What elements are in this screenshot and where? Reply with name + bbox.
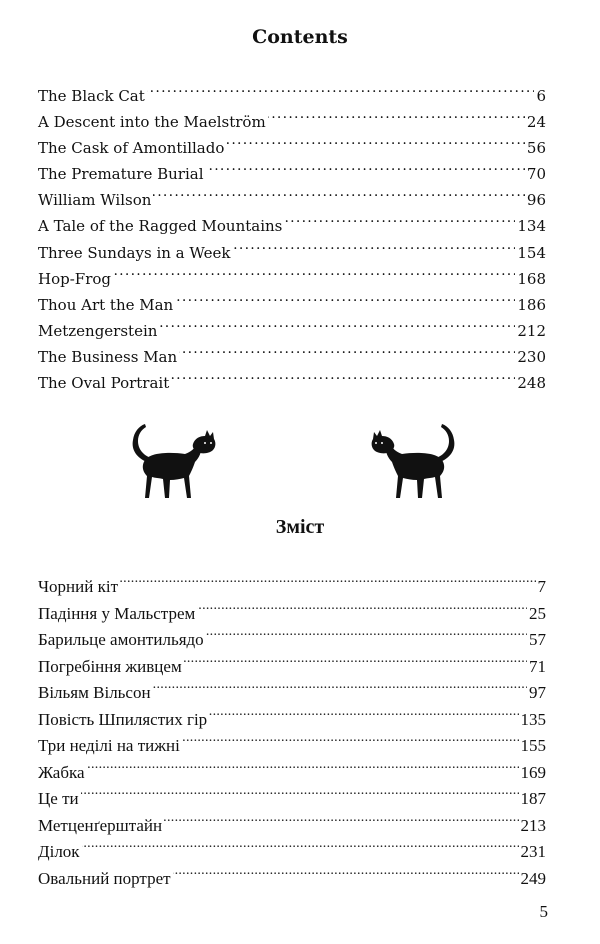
toc-entry[interactable] [38,733,546,760]
toc-page: 155 [520,736,546,755]
toc-page: 186 [517,295,546,314]
toc-entry[interactable] [38,839,546,866]
dot-leader [197,602,527,619]
toc-title: A Tale of the Ragged Mountains [38,217,283,236]
toc-title: Повість Шпилястих гір [38,709,208,729]
toc-entry[interactable] [38,266,546,292]
toc-title: The Black Cat [38,87,145,105]
dot-leader [171,373,515,388]
toc-page: 168 [517,269,546,288]
toc-title: Три неділі на тижні [38,736,180,755]
toc-entry[interactable] [38,760,546,787]
dot-leader [87,761,519,778]
dot-leader [159,321,515,336]
toc-entry[interactable] [38,813,546,840]
dot-leader [232,243,515,258]
toc-title: Це ти [38,789,79,808]
toc-entry[interactable] [38,680,546,707]
toc-title: The Business Man [38,347,178,366]
toc-page: 56 [526,139,546,158]
toc-page: 187 [520,789,546,808]
english-contents-list [38,83,546,396]
toc-page: 230 [517,347,546,366]
dot-leader [179,347,515,362]
toc-title: Овальний портрет [38,868,171,888]
dot-leader [113,269,515,284]
dot-leader [209,708,518,725]
toc-entry[interactable] [38,135,546,161]
toc-entry[interactable] [38,318,546,344]
dot-leader [81,787,519,804]
toc-entry[interactable] [38,866,546,893]
toc-entry[interactable] [38,292,546,318]
toc-page: 231 [520,842,546,861]
toc-title: William Wilson [38,191,152,210]
toc-entry[interactable] [38,83,546,109]
toc-page: 70 [526,165,546,184]
toc-entry[interactable] [38,240,546,266]
black-cat-icon [370,422,462,500]
toc-title: Жабка [38,762,85,782]
toc-title: Three Sundays in a Week [38,243,231,262]
toc-title: Падіння у Мальстрем [38,603,196,623]
ukrainian-contents-list [38,574,546,892]
toc-page: 71 [529,656,546,676]
dot-leader [226,138,525,153]
toc-page: 97 [529,683,546,702]
dot-leader [153,190,524,205]
toc-entry[interactable] [38,654,546,681]
toc-title: The Premature Burial [38,165,204,184]
toc-page: 249 [520,868,546,888]
toc-title: Барильце амонтильядо [38,630,204,649]
toc-title: Ділок [38,842,80,861]
dot-leader [82,840,519,857]
toc-page: 135 [520,709,546,729]
toc-title: Thou Art the Man [38,295,174,314]
toc-entry[interactable] [38,707,546,734]
toc-page: 154 [517,243,546,262]
dot-leader [206,628,527,645]
black-cat-icon [125,422,217,500]
toc-page: 6 [536,87,546,105]
dot-leader [184,655,527,672]
toc-entry[interactable] [38,213,546,239]
dot-leader [164,814,518,831]
toc-title: Metzengerstein [38,321,158,340]
toc-entry[interactable] [38,344,546,370]
toc-page: 134 [517,217,546,236]
toc-entry[interactable] [38,187,546,213]
toc-title: A Descent into the Maelström [38,113,266,132]
toc-title: The Oval Portrait [38,374,170,393]
toc-title: Метценґерштайн [38,815,163,835]
toc-page: 213 [520,815,546,835]
toc-page: 169 [520,762,546,782]
toc-entry[interactable] [38,574,546,601]
dot-leader [147,86,535,101]
toc-entry[interactable] [38,370,546,396]
dot-leader [268,112,525,127]
dot-leader [284,216,515,231]
dot-leader [206,164,525,179]
dot-leader [175,295,515,310]
dot-leader [173,867,519,884]
toc-page: 248 [517,374,546,393]
toc-title: The Cask of Amontillado [38,139,225,158]
dot-leader [153,681,527,698]
toc-title: Погребіння живцем [38,656,182,676]
toc-entry[interactable] [38,601,546,628]
toc-title: Вільям Вільсон [38,683,151,702]
toc-page: 25 [529,603,546,623]
toc-page: 96 [526,191,546,210]
toc-title: Чорний кіт [38,577,119,596]
dot-leader [120,575,535,592]
toc-page: 57 [529,630,546,649]
toc-page: 24 [526,113,546,132]
toc-entry[interactable] [38,161,546,187]
toc-title: Hop-Frog [38,269,111,288]
ukrainian-contents-heading: Зміст [275,516,325,538]
dot-leader [182,734,519,751]
toc-page: 7 [537,577,546,596]
toc-entry[interactable] [38,109,546,135]
toc-page: 212 [517,321,546,340]
toc-entry[interactable] [38,786,546,813]
page-number: 5 [539,902,548,921]
toc-entry[interactable] [38,627,546,654]
contents-heading: Contents [252,26,348,48]
